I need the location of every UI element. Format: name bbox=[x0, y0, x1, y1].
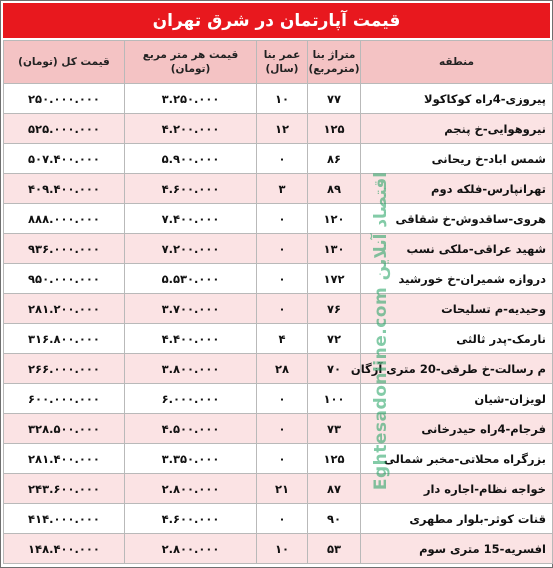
table-row bbox=[4, 444, 553, 474]
table-row bbox=[4, 474, 553, 504]
cell-total-price: ۲۸۱.۲۰۰.۰۰۰ bbox=[4, 294, 125, 324]
cell-region: لویزان-شیان bbox=[361, 384, 553, 414]
table-row bbox=[4, 84, 553, 114]
table-row bbox=[4, 384, 553, 414]
cell-region: تهرانپارس-فلکه دوم bbox=[361, 174, 553, 204]
cell-region: خواجه نظام-اجاره دار bbox=[361, 474, 553, 504]
table-row bbox=[4, 204, 553, 234]
cell-price-per-meter: ۵.۹۰۰.۰۰۰ bbox=[125, 144, 257, 174]
cell-area: ۷۰ bbox=[308, 354, 361, 384]
cell-total-price: ۶۰۰.۰۰۰.۰۰۰ bbox=[4, 384, 125, 414]
cell-price-per-meter: ۳.۲۵۰.۰۰۰ bbox=[125, 84, 257, 114]
cell-area: ۱۰۰ bbox=[308, 384, 361, 414]
cell-age: ۰ bbox=[257, 414, 308, 444]
table-header-row bbox=[4, 41, 553, 84]
cell-price-per-meter: ۷.۴۰۰.۰۰۰ bbox=[125, 204, 257, 234]
cell-region: بزرگراه محلاتی-مخبر شمالی bbox=[361, 444, 553, 474]
cell-age: ۳ bbox=[257, 174, 308, 204]
cell-price-per-meter: ۴.۶۰۰.۰۰۰ bbox=[125, 174, 257, 204]
cell-area: ۷۶ bbox=[308, 294, 361, 324]
header-total-price: قیمت کل (تومان) bbox=[4, 41, 125, 84]
cell-region: نیروهوایی-خ پنجم bbox=[361, 114, 553, 144]
cell-area: ۱۲۰ bbox=[308, 204, 361, 234]
cell-age: ۱۰ bbox=[257, 84, 308, 114]
cell-total-price: ۴۰۹.۴۰۰.۰۰۰ bbox=[4, 174, 125, 204]
cell-region: شهید عراقی-ملکی نسب bbox=[361, 234, 553, 264]
cell-total-price: ۹۵۰.۰۰۰.۰۰۰ bbox=[4, 264, 125, 294]
cell-age: ۰ bbox=[257, 144, 308, 174]
cell-region: پیروزی-4راه کوکاکولا bbox=[361, 84, 553, 114]
cell-region: قنات کوثر-بلوار مطهری bbox=[361, 504, 553, 534]
table-title: قیمت آپارتمان در شرق تهران bbox=[3, 3, 550, 38]
cell-area: ۷۳ bbox=[308, 414, 361, 444]
cell-age: ۰ bbox=[257, 264, 308, 294]
header-region: منطقه bbox=[361, 41, 553, 84]
cell-area: ۸۷ bbox=[308, 474, 361, 504]
cell-total-price: ۵۰۷.۴۰۰.۰۰۰ bbox=[4, 144, 125, 174]
cell-area: ۸۶ bbox=[308, 144, 361, 174]
cell-area: ۸۹ bbox=[308, 174, 361, 204]
cell-area: ۵۳ bbox=[308, 534, 361, 564]
cell-total-price: ۲۸۱.۴۰۰.۰۰۰ bbox=[4, 444, 125, 474]
cell-price-per-meter: ۲.۸۰۰.۰۰۰ bbox=[125, 534, 257, 564]
price-table bbox=[3, 40, 553, 564]
cell-total-price: ۴۱۴.۰۰۰.۰۰۰ bbox=[4, 504, 125, 534]
table-row bbox=[4, 504, 553, 534]
cell-total-price: ۵۲۵.۰۰۰.۰۰۰ bbox=[4, 114, 125, 144]
cell-total-price: ۳۱۶.۸۰۰.۰۰۰ bbox=[4, 324, 125, 354]
cell-region: م رسالت-خ طرقی-20 متری آزگان bbox=[361, 354, 553, 384]
cell-age: ۰ bbox=[257, 504, 308, 534]
cell-total-price: ۸۸۸.۰۰۰.۰۰۰ bbox=[4, 204, 125, 234]
watermark-text: Eghtesadonline.com اقتصاد آنلاین bbox=[371, 171, 391, 491]
table-row bbox=[4, 144, 553, 174]
table-row bbox=[4, 324, 553, 354]
cell-age: ۰ bbox=[257, 234, 308, 264]
cell-total-price: ۲۶۶.۰۰۰.۰۰۰ bbox=[4, 354, 125, 384]
cell-age: ۰ bbox=[257, 384, 308, 414]
cell-region: دروازه شمیران-خ خورشید bbox=[361, 264, 553, 294]
cell-total-price: ۳۲۸.۵۰۰.۰۰۰ bbox=[4, 414, 125, 444]
cell-age: ۲۸ bbox=[257, 354, 308, 384]
cell-area: ۱۲۵ bbox=[308, 114, 361, 144]
cell-region: شمس اباد-خ ریحانی bbox=[361, 144, 553, 174]
cell-price-per-meter: ۲.۸۰۰.۰۰۰ bbox=[125, 474, 257, 504]
table-row bbox=[4, 414, 553, 444]
cell-area: ۹۰ bbox=[308, 504, 361, 534]
cell-price-per-meter: ۶.۰۰۰.۰۰۰ bbox=[125, 384, 257, 414]
cell-area: ۱۷۲ bbox=[308, 264, 361, 294]
cell-price-per-meter: ۷.۲۰۰.۰۰۰ bbox=[125, 234, 257, 264]
cell-area: ۱۳۰ bbox=[308, 234, 361, 264]
header-age: عمر بنا (سال) bbox=[257, 41, 308, 84]
cell-total-price: ۲۵۰.۰۰۰.۰۰۰ bbox=[4, 84, 125, 114]
table-row bbox=[4, 114, 553, 144]
cell-age: ۰ bbox=[257, 444, 308, 474]
cell-price-per-meter: ۳.۳۵۰.۰۰۰ bbox=[125, 444, 257, 474]
cell-price-per-meter: ۳.۷۰۰.۰۰۰ bbox=[125, 294, 257, 324]
cell-price-per-meter: ۳.۸۰۰.۰۰۰ bbox=[125, 354, 257, 384]
table-row bbox=[4, 534, 553, 564]
cell-age: ۰ bbox=[257, 294, 308, 324]
cell-area: ۷۲ bbox=[308, 324, 361, 354]
cell-age: ۱۰ bbox=[257, 534, 308, 564]
cell-price-per-meter: ۴.۴۰۰.۰۰۰ bbox=[125, 324, 257, 354]
table-row bbox=[4, 174, 553, 204]
cell-region: هروی-ساقدوش-خ شقاقی bbox=[361, 204, 553, 234]
cell-region: نارمک-پدر ثالثی bbox=[361, 324, 553, 354]
cell-age: ۰ bbox=[257, 204, 308, 234]
cell-total-price: ۹۳۶.۰۰۰.۰۰۰ bbox=[4, 234, 125, 264]
header-area: متراژ بنا (مترمربع) bbox=[308, 41, 361, 84]
cell-total-price: ۱۴۸.۴۰۰.۰۰۰ bbox=[4, 534, 125, 564]
table-body bbox=[4, 84, 553, 564]
cell-region: افسریه-15 متری سوم bbox=[361, 534, 553, 564]
table-row bbox=[4, 264, 553, 294]
table-row bbox=[4, 354, 553, 384]
cell-area: ۱۲۵ bbox=[308, 444, 361, 474]
cell-total-price: ۲۴۳.۶۰۰.۰۰۰ bbox=[4, 474, 125, 504]
table-row bbox=[4, 294, 553, 324]
cell-age: ۴ bbox=[257, 324, 308, 354]
cell-price-per-meter: ۴.۵۰۰.۰۰۰ bbox=[125, 414, 257, 444]
cell-price-per-meter: ۴.۲۰۰.۰۰۰ bbox=[125, 114, 257, 144]
cell-area: ۷۷ bbox=[308, 84, 361, 114]
cell-age: ۲۱ bbox=[257, 474, 308, 504]
table-row bbox=[4, 234, 553, 264]
cell-region: فرجام-4راه حیدرخانی bbox=[361, 414, 553, 444]
cell-region: وحیدیه-م تسلیحات bbox=[361, 294, 553, 324]
cell-price-per-meter: ۴.۶۰۰.۰۰۰ bbox=[125, 504, 257, 534]
cell-price-per-meter: ۵.۵۳۰.۰۰۰ bbox=[125, 264, 257, 294]
header-price-per-meter: قیمت هر متر مربع (تومان) bbox=[125, 41, 257, 84]
cell-age: ۱۲ bbox=[257, 114, 308, 144]
